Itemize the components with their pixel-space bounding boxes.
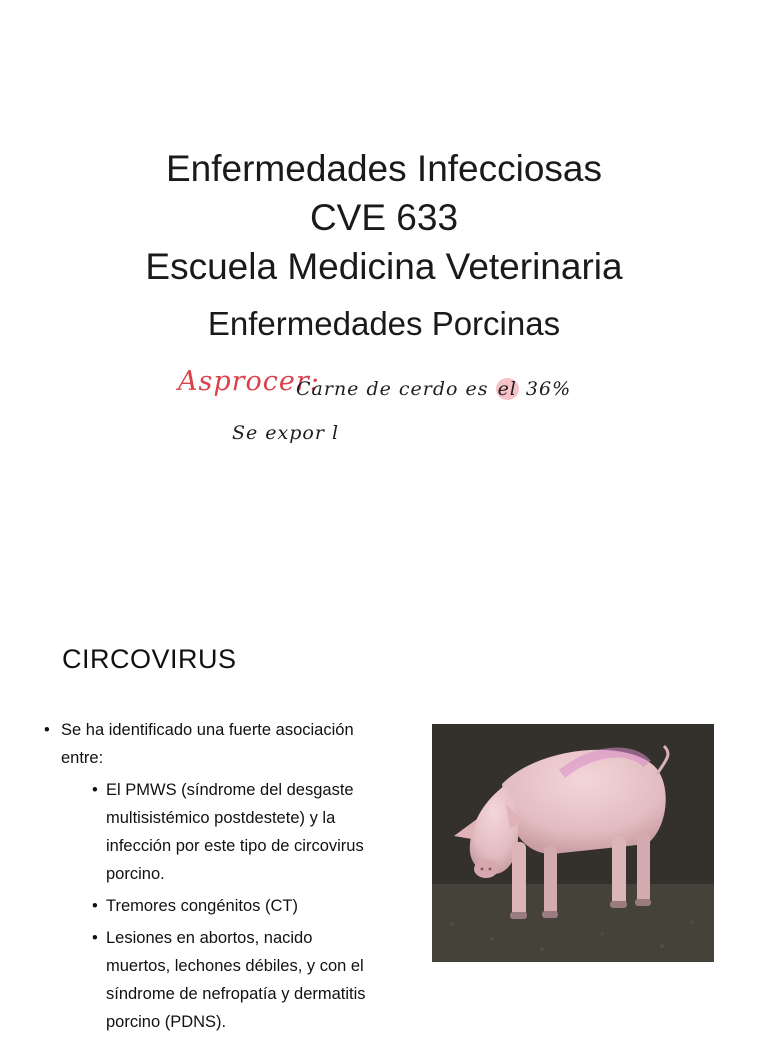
handwritten-text: Carne de cerdo es [296,378,496,400]
title-line-2: CVE 633 [309,197,459,238]
slide-title-heading [0,144,768,291]
handwritten-highlight: el [497,378,517,400]
title-line-1: Enfermedades Infecciosas [165,148,602,189]
bullet-text: Se ha identificado una fuerte asociación entre: [61,721,354,767]
sub-bullet-list [61,776,374,1036]
handwritten-note-line-1 [296,378,571,400]
slide-subtitle: Enfermedades Porcinas [207,305,561,342]
bullet-item [44,716,374,1036]
title-line-3: Escuela Medicina Veterinaria [145,246,623,287]
pig-illustration [432,724,714,962]
handwritten-note-line-2: Se expor l [232,422,340,444]
sub-bullet-item: • Lesiones en abortos, nacido muertos, lechones débiles, y con el síndrome de nefropatía y dermatitis porcino (PDNS). [61,924,374,1036]
pig-photo [432,724,714,962]
handwritten-text: 36% [518,378,572,400]
sub-bullet-item: • El PMWS (síndrome del desgaste multisistémico postdestete) y la infección por este tipo de circovirus porcino. [61,776,374,888]
section-heading: CIRCOVIRUS [62,644,237,674]
sub-bullet-item: • Tremores congénitos (CT) [61,892,374,920]
handwritten-label: Asprocer: [178,366,320,397]
bullet-list [44,716,374,1040]
